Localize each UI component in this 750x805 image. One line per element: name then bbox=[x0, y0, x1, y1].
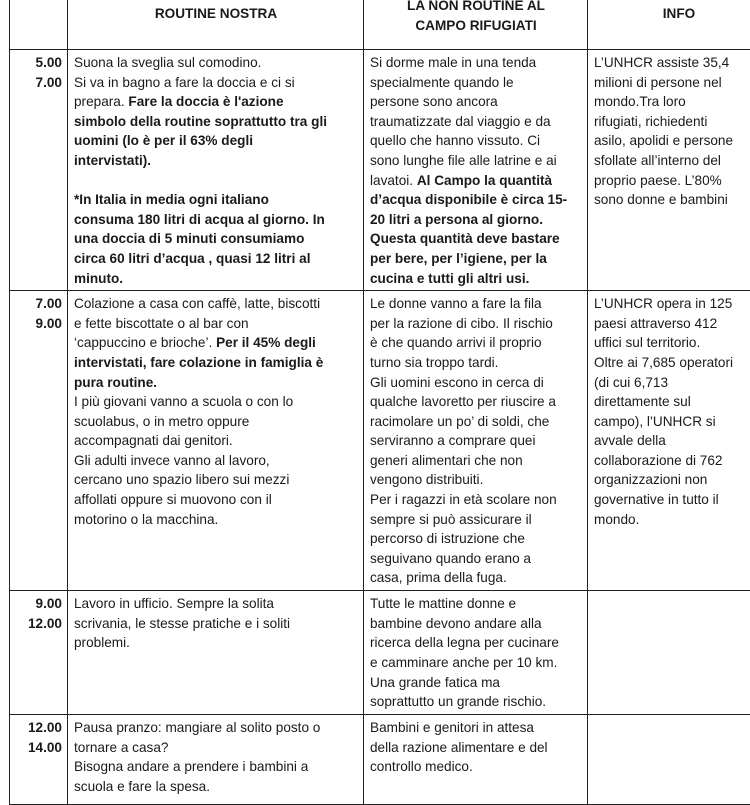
routine-line: Colazione a casa con caffè, latte, biscotti bbox=[74, 294, 358, 314]
header-routine-label: ROUTINE NOSTRA bbox=[74, 0, 358, 24]
camp-cell bbox=[364, 591, 588, 715]
time-start: 12.00 bbox=[16, 718, 62, 738]
camp-line: turno sia troppo tardi. bbox=[370, 353, 582, 373]
time-end: 7.00 bbox=[16, 73, 62, 93]
camp-line: d’acqua disponibile è circa 15- bbox=[370, 190, 582, 210]
camp-line: Questa quantità deve bastare bbox=[370, 229, 582, 249]
routine-line: accompagnati dai genitori. bbox=[74, 431, 358, 451]
routine-line: consuma 180 litri di acqua al giorno. In bbox=[74, 210, 358, 230]
camp-line: vengono distribuiti. bbox=[370, 470, 582, 490]
camp-line: persone sono ancora bbox=[370, 92, 582, 112]
routine-line: intervistati, fare colazione in famiglia è bbox=[74, 353, 358, 373]
time-start: 5.00 bbox=[16, 53, 62, 73]
routine-bold-text: Per il 45% degli bbox=[216, 335, 316, 350]
camp-cell bbox=[364, 50, 588, 291]
info-line: avvale della bbox=[594, 431, 750, 451]
routine-line: problemi. bbox=[74, 633, 358, 653]
routine-line: prepara. Fare la doccia è l'azione bbox=[74, 92, 358, 112]
camp-line: Gli uomini escono in cerca di bbox=[370, 373, 582, 393]
routine-line: uomini (lo è per il 63% degli bbox=[74, 131, 358, 151]
camp-line: sono lunghe file alle latrine e ai bbox=[370, 151, 582, 171]
time-end: 14.00 bbox=[16, 738, 62, 758]
routine-line: affollati oppure si muovono con il bbox=[74, 490, 358, 510]
camp-line: casa, prima della fuga. bbox=[370, 568, 582, 588]
camp-line: seguivano quando erano a bbox=[370, 549, 582, 569]
info-cell bbox=[588, 715, 750, 805]
camp-line: serviranno a comprare quei bbox=[370, 431, 582, 451]
info-cell bbox=[588, 50, 750, 291]
routine-bold-text: Fare la doccia è l'azione bbox=[128, 94, 283, 109]
info-line: organizzazioni non bbox=[594, 470, 750, 490]
info-line: Oltre ai 7,685 operatori bbox=[594, 353, 750, 373]
routine-line: I più giovani vanno a scuola o con lo bbox=[74, 392, 358, 412]
camp-line: Tutte le mattine donne e bbox=[370, 594, 582, 614]
routine-line: motorino o la macchina. bbox=[74, 510, 358, 530]
info-line: mondo.Tra loro bbox=[594, 92, 750, 112]
time-cell bbox=[10, 291, 68, 591]
camp-line: lavatoi. Al Campo la quantità bbox=[370, 171, 582, 191]
info-line: sono donne e bambini bbox=[594, 190, 750, 210]
camp-line: Si dorme male in una tenda bbox=[370, 53, 582, 73]
header-info-label: INFO bbox=[594, 0, 750, 24]
header-row bbox=[10, 0, 750, 50]
camp-line: 20 litri a persona al giorno. bbox=[370, 210, 582, 230]
camp-line: controllo medico. bbox=[370, 757, 582, 777]
camp-line: per la razione di cibo. Il rischio bbox=[370, 314, 582, 334]
routine-line: Gli adulti invece vanno al lavoro, bbox=[74, 451, 358, 471]
info-line: collaborazione di 762 bbox=[594, 451, 750, 471]
camp-line: cucina e tutti gli altri usi. bbox=[370, 269, 582, 289]
camp-line: racimolare un po’ di soldi, che bbox=[370, 412, 582, 432]
routine-line: scuolabus, o in metro oppure bbox=[74, 412, 358, 432]
camp-line: Per i ragazzi in età scolare non bbox=[370, 490, 582, 510]
time-start: 9.00 bbox=[16, 594, 62, 614]
camp-line: Una grande fatica ma bbox=[370, 673, 582, 693]
info-line: milioni di persone nel bbox=[594, 73, 750, 93]
table-row bbox=[10, 715, 750, 805]
routine-line: scrivania, le stesse pratiche e i soliti bbox=[74, 614, 358, 634]
routine-cell bbox=[68, 591, 364, 715]
info-line: L’UNHCR opera in 125 bbox=[594, 294, 750, 314]
routine-spacer bbox=[74, 171, 358, 191]
camp-line: soprattutto un grande rischio. bbox=[370, 692, 582, 712]
camp-line: è che quando arrivi il proprio bbox=[370, 333, 582, 353]
routine-line: Suona la sveglia sul comodino. bbox=[74, 53, 358, 73]
info-line: campo), l’UNHCR si bbox=[594, 412, 750, 432]
camp-line: traumatizzate dal viaggio e da bbox=[370, 112, 582, 132]
camp-line: ricerca della legna per cucinare bbox=[370, 633, 582, 653]
time-end: 12.00 bbox=[16, 614, 62, 634]
camp-bold-text: Al Campo la quantità bbox=[417, 173, 552, 188]
routine-line: Lavoro in ufficio. Sempre la solita bbox=[74, 594, 358, 614]
table-row bbox=[10, 50, 750, 291]
time-cell bbox=[10, 50, 68, 291]
routine-cell bbox=[68, 715, 364, 805]
info-line: (di cui 6,713 bbox=[594, 373, 750, 393]
time-end: 9.00 bbox=[16, 314, 62, 334]
camp-line: e camminare anche per 10 km. bbox=[370, 653, 582, 673]
camp-line: generi alimentari che non bbox=[370, 451, 582, 471]
camp-line: Le donne vanno a fare la fila bbox=[370, 294, 582, 314]
routine-line: minuto. bbox=[74, 269, 358, 289]
routine-line: *In Italia in media ogni italiano bbox=[74, 190, 358, 210]
time-start: 7.00 bbox=[16, 294, 62, 314]
info-line: L’UNHCR assiste 35,4 bbox=[594, 53, 750, 73]
schedule-table bbox=[9, 0, 750, 805]
routine-line: simbolo della routine soprattutto tra gli bbox=[74, 112, 358, 132]
info-cell bbox=[588, 591, 750, 715]
info-line: proprio paese. L’80% bbox=[594, 171, 750, 191]
routine-line: cercano uno spazio libero sui mezzi bbox=[74, 470, 358, 490]
camp-line: bambine devono andare alla bbox=[370, 614, 582, 634]
table-row bbox=[10, 291, 750, 591]
info-cell bbox=[588, 291, 750, 591]
info-line: asilo, apolidi e persone bbox=[594, 131, 750, 151]
camp-line: percorso di istruzione che bbox=[370, 529, 582, 549]
camp-line: Bambini e genitori in attesa bbox=[370, 718, 582, 738]
header-info bbox=[588, 0, 750, 50]
info-line: rifugiati, richiedenti bbox=[594, 112, 750, 132]
time-cell bbox=[10, 715, 68, 805]
camp-cell bbox=[364, 291, 588, 591]
routine-line: Bisogna andare a prendere i bambini a bbox=[74, 757, 358, 777]
header-camp bbox=[364, 0, 588, 50]
table-row bbox=[10, 591, 750, 715]
routine-cell bbox=[68, 291, 364, 591]
routine-line: scuola e fare la spesa. bbox=[74, 777, 358, 797]
camp-line: quello che hanno vissuto. Ci bbox=[370, 131, 582, 151]
routine-line: tornare a casa? bbox=[74, 738, 358, 758]
camp-line: specialmente quando le bbox=[370, 73, 582, 93]
info-line: sfollate all’interno del bbox=[594, 151, 750, 171]
time-cell bbox=[10, 591, 68, 715]
routine-line: ‘cappuccino e brioche’. Per il 45% degli bbox=[74, 333, 358, 353]
routine-cell bbox=[68, 50, 364, 291]
header-camp-line-2: CAMPO RIFUGIATI bbox=[370, 16, 582, 36]
camp-line: della razione alimentare e del bbox=[370, 738, 582, 758]
routine-line: e fette biscottate o al bar con bbox=[74, 314, 358, 334]
camp-line: qualche lavoretto per riuscire a bbox=[370, 392, 582, 412]
camp-cell bbox=[364, 715, 588, 805]
info-line: governative in tutto il bbox=[594, 490, 750, 510]
routine-line: circa 60 litri d’acqua , quasi 12 litri al bbox=[74, 249, 358, 269]
routine-line: Si va in bagno a fare la doccia e ci si bbox=[74, 73, 358, 93]
routine-line: una doccia di 5 minuti consumiamo bbox=[74, 229, 358, 249]
header-time bbox=[10, 0, 68, 50]
info-line: direttamente sul bbox=[594, 392, 750, 412]
info-line: paesi attraverso 412 bbox=[594, 314, 750, 334]
camp-line: sempre si può assicurare il bbox=[370, 510, 582, 530]
routine-line: pura routine. bbox=[74, 373, 358, 393]
routine-line: Pausa pranzo: mangiare al solito posto o bbox=[74, 718, 358, 738]
info-line: mondo. bbox=[594, 510, 750, 530]
camp-line: per bere, per l’igiene, per la bbox=[370, 249, 582, 269]
header-routine bbox=[68, 0, 364, 50]
routine-line: intervistati). bbox=[74, 151, 358, 171]
header-camp-line-1: LA NON ROUTINE AL bbox=[370, 0, 582, 16]
info-line: uffici sul territorio. bbox=[594, 333, 750, 353]
